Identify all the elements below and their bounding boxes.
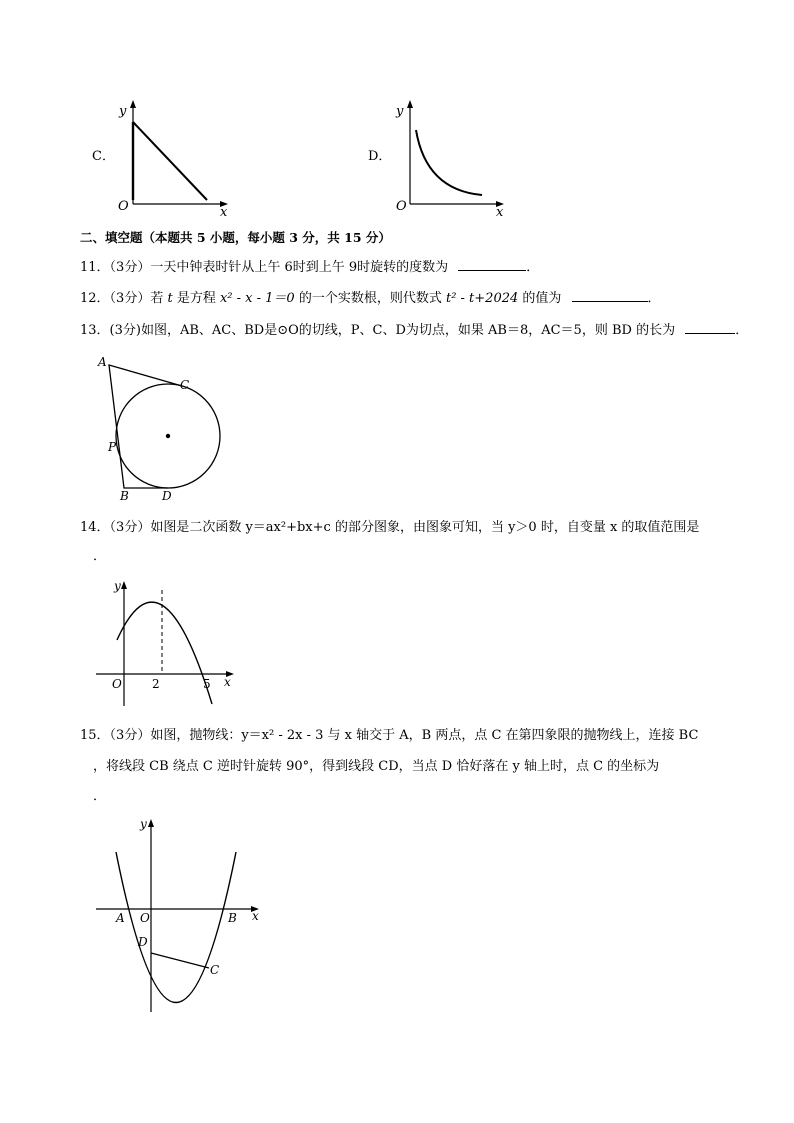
q14-parabola [117, 602, 212, 704]
q14-end: ． [93, 549, 107, 564]
q15-y-label: y [140, 817, 147, 831]
q12-var-t: t [167, 291, 173, 306]
option-c-label: C． [92, 149, 115, 164]
q15-parabola [116, 852, 236, 1003]
q14-y-label: y [114, 579, 121, 593]
option-d-origin-label: O [396, 199, 407, 214]
q12-expression: t² - t+2024 [445, 291, 519, 306]
q12-equation: x² - x - 1＝0 [219, 291, 295, 306]
q15-label-b: B [228, 911, 237, 925]
q12-end: ． [647, 291, 661, 306]
q11-score: （3分） [109, 260, 151, 275]
q15-text-line-1: （3分）如图，抛物线：y＝x² - 2x - 3 与 x 轴交于 A，B 两点，点 C 在第四象限的抛物线上，连接 BC [109, 728, 699, 743]
q15-label-o: O [140, 911, 150, 925]
option-d-graph [390, 98, 510, 220]
q14-number: 14． [80, 520, 110, 535]
section-2-title: 二、填空题（本题共 5 小题，每小题 3 分，共 15 分） [80, 230, 391, 245]
question-11 [80, 258, 539, 277]
question-14 [80, 519, 699, 537]
question-13 [80, 321, 748, 340]
q11-text: 一天中钟表时针从上午 6时到上午 9时旋转的度数为 [150, 260, 449, 275]
q11-answer-blank[interactable] [458, 258, 526, 271]
q14-text: （3分）如图是二次函数 y＝ax²+bx+c 的部分图象，由图象可知，当 y＞0 时，自变量 x 的取值范围是 [109, 520, 700, 535]
question-15-line-2: ，将线段 CB 绕点 C 逆时针旋转 90°，得到线段 CD，当点 D 恰好落在 y 轴上时，点 C 的坐标为 [93, 759, 660, 774]
q15-label-c: C [210, 963, 220, 977]
q13-label-p: P [108, 440, 117, 454]
q15-label-a: A [116, 911, 125, 925]
option-c-graph [112, 98, 232, 220]
q13-text: (3分)如图，AB、AC、BD是⊙O的切线，P、C、D为切点，如果 AB＝8，AC＝5，则 BD 的长为 [109, 323, 676, 338]
option-d-x-label: x [496, 205, 504, 220]
q14-x-label: x [224, 675, 231, 689]
q13-answer-blank[interactable] [685, 321, 735, 334]
q15-label-d: D [138, 935, 148, 949]
q13-label-a: A [98, 355, 107, 369]
q12-text-b: 是方程 [172, 291, 220, 306]
q11-number: 11． [80, 260, 110, 275]
q13-label-d: D [162, 489, 172, 503]
q12-text-c: 的一个实数根，则代数式 [294, 291, 446, 306]
q13-label-c: C [180, 378, 190, 392]
option-c-origin-label: O [118, 199, 129, 214]
q12-answer-blank[interactable] [572, 289, 648, 302]
q12-text-a: 若 [150, 291, 168, 306]
q11-end: ． [526, 260, 540, 275]
q12-score: （3分） [109, 291, 151, 306]
option-d-label: D． [368, 149, 392, 164]
q15-figure [92, 814, 267, 1014]
q15-x-label: x [252, 909, 259, 923]
option-c-y-label: y [119, 104, 127, 119]
q13-center-dot [166, 434, 170, 438]
q13-end: ． [735, 323, 749, 338]
q15-number: 15． [80, 728, 110, 743]
q13-label-b: B [120, 489, 129, 503]
q12-text-d: 的值为 [518, 291, 562, 306]
option-c-x-label: x [220, 205, 228, 220]
q14-origin-label: O [112, 677, 122, 691]
q12-number: 12． [80, 291, 110, 306]
question-15-line-1 [80, 727, 698, 745]
question-12 [80, 289, 661, 308]
q15-end: ． [93, 789, 107, 804]
option-d-y-label: y [396, 104, 404, 119]
q14-tick-5: 5 [203, 677, 211, 691]
q13-figure [92, 348, 222, 508]
q14-tick-2: 2 [152, 677, 160, 691]
q13-number: 13． [80, 323, 110, 338]
q14-figure [92, 576, 242, 710]
q13-tangent-lines [109, 365, 182, 488]
q15-segment-cd [151, 953, 209, 968]
